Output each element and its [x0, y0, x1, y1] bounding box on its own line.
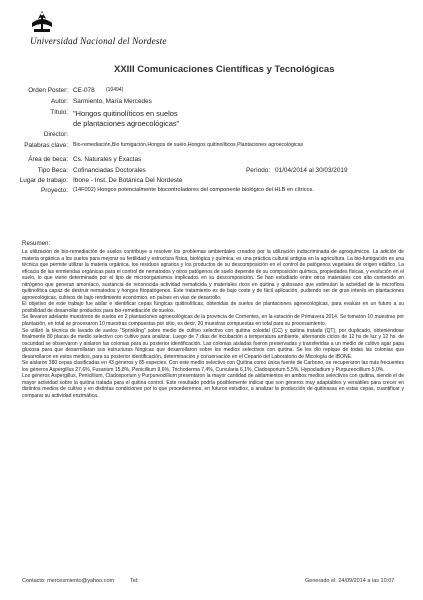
field-tipo-beca	[0, 167, 423, 176]
periodo-value: 01/04/2014 al 30/03/2019	[275, 167, 348, 174]
university-logo	[22, 9, 182, 49]
proyecto-value: (14F002) Hongos potencialmente biocontroladores del componente biológico del HLB en cítricos.	[73, 187, 314, 193]
field-titulo-cont	[0, 119, 423, 128]
periodo-label: Período:	[246, 167, 271, 174]
abstract-paragraph: Se utilizó la técnica de lavado de suelos "Sprinkling" sobre medio de cultivo selectivo con quitina coloidal (CC) y quitina tratada (QT), por duplicado, obteniéndose finalmente 80 placas de medio selectivo con cultivo para analizar. Luego de 7 días de incubación a temperatura ambiente, alternando ciclos de 12 hs de luz y 12 hs. de oscuridad se observaron y aislaron las colonias para su posterior identificación. Las colonias aisladas fueron preservadas y transferidas a un medio de cultivo agar papa glucosa para que desarrollaran sus estructuras fúngicas que desarrollaron sobre los medios selectivos con quitina. Se les dio repique de todas las colonias que desarrollaron en estos medios, para su posterior identificación, determinación y conservación en el Cepario del Laboratorio de Micología de IBONE.	[22, 327, 404, 360]
abstract-paragraph: El objetivo de este trabajo fue aislar e identificar cepas fúngicas quitinolíticas, obtenidas de suelos de plantaciones agroecológicas, para evaluar en un futuro a su posibilidad de desarrollar productos para bio-remediación de suelos.	[22, 301, 404, 314]
titulo-line-1: "Hongos quitinolíticos en suelos	[73, 109, 178, 118]
director-label: Director:	[43, 131, 68, 138]
field-autor	[0, 98, 423, 107]
autor-value: Sarmiento, María Mercedes	[73, 98, 152, 105]
orden-poster-extra: (10494)	[106, 87, 124, 93]
university-name: Universidad Nacional del Nordeste	[30, 36, 167, 46]
area-beca-label: Área de beca:	[28, 156, 68, 163]
field-lugar-trabajo	[0, 177, 423, 186]
abstract-paragraph: Se aislaron 380 cepas clasificadas en 43 géneros y 85 especies. Con este medio selectivo con Quitina como única fuente de Carbono, se recuperaron las más frecuentes los géneros Aspergillus 27,6%, Fusarium 15,8%, Penicillium 9,6%, Trichoderma 7,4%, Curvularia 6,1%, Cladosporium 5,5%, Hypocladium y Purpureocillium 5,0%.	[22, 360, 404, 373]
footer-generated: Generado el: 24/09/2014 a las 10:07	[305, 578, 395, 584]
autor-label: Autor:	[50, 98, 68, 105]
lugar-trabajo-label: Lugar de trabajo:	[19, 177, 68, 184]
abstract-paragraph: Se llevaron adelante muestreos de suelos en 2 plantaciones agroecológicas de la provincia de Corrientes, en la estación de Primavera 2014. Se tomaron 10 muestras por plantación, en total se procesaron 10 muestras compuestas por sitio, es decir, 20 muestras compuestas en total para su procesamiento.	[22, 314, 404, 328]
field-orden-poster	[0, 87, 423, 96]
footer-contact: Contacto: mercesmiento@yahoo.com	[22, 578, 115, 584]
proyecto-label: Proyecto:	[41, 187, 68, 194]
conference-title: XXIII Comunicaciones Científicas y Tecnológicas	[114, 64, 335, 75]
abstract-body	[22, 249, 404, 400]
university-seal-icon	[22, 9, 62, 37]
titulo-label: Título:	[50, 109, 68, 116]
abstract-paragraph: Los géneros Aspergillus, Penicillium, Cladosporium y Purpureocillium presentaron la mayor cantidad de aislamientos en ambos medios selectivos con quitina, siendo el de mayor actividad sobre la quitina tratada para el quitina control. Este resultado podría posiblemente indicar que son géneros muy adaptables y versátiles para crecer en distintos medios de cultivo y en distintas condiciones por lo que procederemos, en futuros estudios, a analizar la producción de quitinasas en estas cepas, cuantificar y comparar su actividad enzimática.	[22, 373, 404, 400]
abstract-heading: Resumen:	[22, 240, 51, 247]
field-director	[0, 131, 423, 140]
palabras-clave-label: Palabras clave:	[24, 142, 68, 149]
area-beca-value: Cs. Naturales y Exactas	[73, 156, 142, 163]
abstract-paragraph: La utilización de bio-remediación de suelos contribuye a resolver los problemas ambientales creados por la utilización indiscriminada de agroquímicos. La adición de materia orgánica a los suelos para mejorar su fertilidad y estructura física, biológica y química, es una práctica cultural antigua en la agricultura. La bio-fumigación es una técnica que permite utilizar la materia orgánica, los residuos agrarios y los productos de su descomposición en el control de patógenos vegetales de origen edáfico. La eficacia de las enmiendas orgánicas para el control de nematodos y otros patógenos de suelo depende de su composición química, propiedades físicas, y evolución en el suelo, lo que viene determinado por el tipo de microorganismos implicados en su descomposición. Se han estudiado entre otros materiales con alto contenido en nitrógeno que generan amoníaco, sustancia de reconocida actividad nematicida y materiales ricos en quitina y quitosano que estimulan la actividad de la microflora quitinolítica capaz de destruir nematodos y hongos fitopatógenos. Este tratamiento es de bajo coste y de fácil aplicación, pudiendo ser de gran interés en plantaciones agroecológicas, cultivos de bajo rendimiento económico, en países en vías de desarrollo.	[22, 249, 404, 301]
tipo-beca-value: Cofinanciadas Doctorales	[73, 167, 146, 174]
footer-tel: Tel:	[130, 578, 139, 584]
orden-poster-value: CE-078	[73, 87, 95, 94]
lugar-trabajo-value: Ibone - Inst. De Botánica Del Nordeste	[73, 177, 183, 184]
field-area-beca	[0, 156, 423, 165]
tipo-beca-label: Tipo Beca:	[37, 167, 68, 174]
titulo-line-2: de plantaciones agroecológicas"	[73, 119, 180, 128]
field-titulo	[0, 109, 423, 118]
orden-poster-label: Orden Poster:	[28, 87, 68, 94]
palabras-clave-value: Bio-remediación,Bio fumigación,Hongos de suelo,Hongos quitinolíticos,Plantaciones agroecológicas	[73, 142, 304, 148]
field-palabras-clave	[0, 142, 423, 151]
field-proyecto	[0, 187, 423, 196]
